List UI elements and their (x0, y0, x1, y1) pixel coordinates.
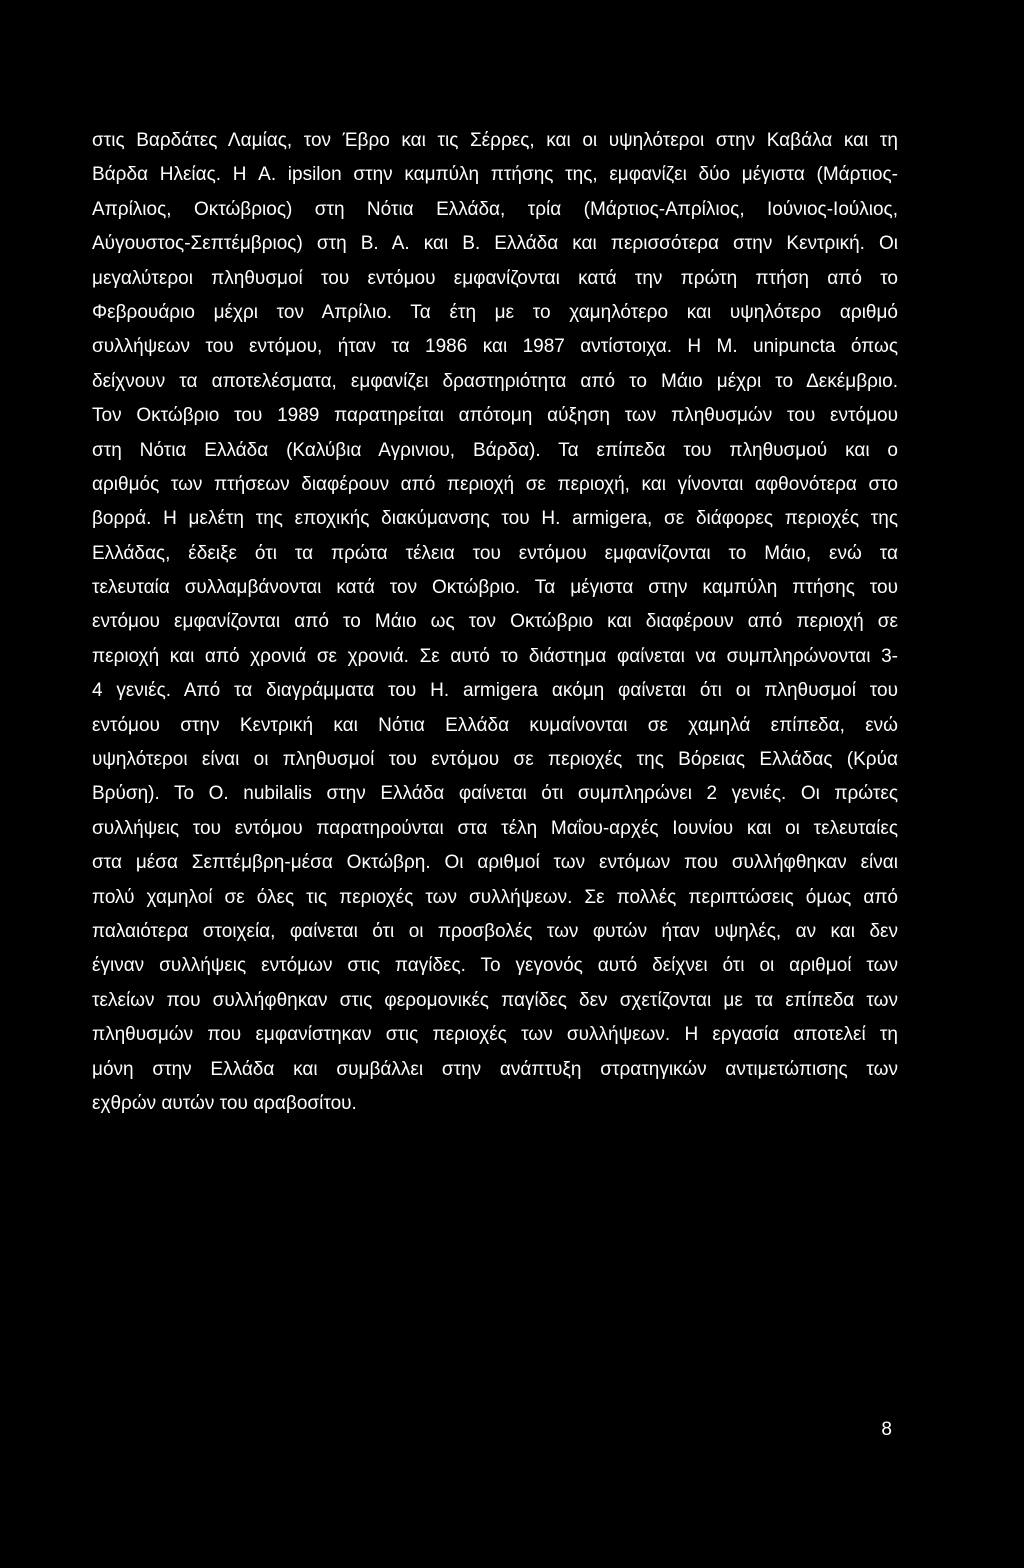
text-line-5: μεγαλύτεροι πληθυσμοί του εντόμου εμφανίζονται κατά την πρώτη πτήση από το (92, 267, 898, 289)
text-line-25: έγιναν συλλήψεις εντόμων στις παγίδες. Το γεγονός αυτό δείχνει ότι οι αριθμοί των (92, 955, 898, 977)
text-line-23: πολύ χαμηλοί σε όλες τις περιοχές των συλλήψεων. Σε πολλές περιπτώσεις όμως από (92, 886, 898, 908)
text-line-22: στα μέσα Σεπτέμβρη-μέσα Οκτώβρη. Οι αριθμοί των εντόμων που συλλήφθηκαν είναι (92, 852, 898, 874)
text-line-9: Τον Οκτώβριο του 1989 παρατηρείται απότομη αύξηση των πληθυσμών του εντόμου (92, 405, 898, 427)
text-line-10: στη Νότια Ελλάδα (Καλύβια Αγρινιου, Βάρδα). Τα επίπεδα του πληθυσμού και ο (92, 439, 898, 461)
text-line-28: μόνη στην Ελλάδα και συμβάλλει στην ανάπτυξη στρατηγικών αντιμετώπισης των (92, 1058, 898, 1080)
text-line-8: δείχνουν τα αποτελέσματα, εμφανίζει δραστηριότητα από το Μάιο μέχρι το Δεκέμβριο. (92, 370, 898, 392)
text-line-26: τελείων που συλλήφθηκαν στις φερομονικές παγίδες δεν σχετίζονται με τα επίπεδα των (92, 989, 898, 1011)
text-line-1: στις Βαρδάτες Λαμίας, τον Έβρο και τις Σέρρες, και οι υψηλότεροι στην Καβάλα και τη (92, 130, 898, 151)
page-number: 8 (881, 1419, 892, 1440)
text-line-21: συλλήψεις του εντόμου παρατηρούνται στα τέλη Μαΐου-αρχές Ιουνίου και οι τελευταίες (92, 817, 898, 839)
text-line-3: Απρίλιος, Οκτώβριος) στη Νότια Ελλάδα, τρία (Μάρτιος-Απρίλιος, Ιούνιος-Ιούλιος, (92, 198, 898, 220)
text-line-19: υψηλότεροι είναι οι πληθυσμοί του εντόμου σε περιοχές της Βόρειας Ελλάδας (Κρύα (92, 749, 898, 771)
text-line-2: Βάρδα Ηλείας. Η A. ipsilon στην καμπύλη πτήσης της, εμφανίζει δύο μέγιστα (Μάρτιος- (92, 164, 898, 186)
body-text (92, 124, 898, 1121)
text-line-27: πληθυσμών που εμφανίστηκαν στις περιοχές των συλλήψεων. Η εργασία αποτελεί τη (92, 1024, 898, 1046)
text-line-18: εντόμου στην Κεντρική και Νότια Ελλάδα κυμαίνονται σε χαμηλά επίπεδα, ενώ (92, 714, 898, 736)
text-line-13: Ελλάδας, έδειξε ότι τα πρώτα τέλεια του εντόμου εμφανίζονται το Μάιο, ενώ τα (92, 542, 898, 564)
text-line-15: εντόμου εμφανίζονται από το Μάιο ως τον Οκτώβριο και διαφέρουν από περιοχή σε (92, 611, 898, 633)
text-line-12: βορρά. Η μελέτη της εποχικής διακύμανσης του H. armigera, σε διάφορες περιοχές της (92, 508, 898, 530)
text-line-4: Αύγουστος-Σεπτέμβριος) στη Β. Α. και Β. Ελλάδα και περισσότερα στην Κεντρική. Οι (92, 233, 898, 255)
text-line-6: Φεβρουάριο μέχρι τον Απρίλιο. Τα έτη με το χαμηλότερο και υψηλότερο αριθμό (92, 301, 898, 323)
text-line-17: 4 γενιές. Από τα διαγράμματα του H. armigera ακόμη φαίνεται ότι οι πληθυσμοί του (92, 680, 898, 702)
text-line-7: συλλήψεων του εντόμου, ήταν τα 1986 και 1987 αντίστοιχα. Η M. unipuncta όπως (92, 336, 898, 358)
text-line-29: εχθρών αυτών του αραβοσίτου. (92, 1092, 357, 1114)
text-line-16: περιοχή και από χρονιά σε χρονιά. Σε αυτό το διάστημα φαίνεται να συμπληρώνονται 3- (92, 645, 898, 667)
text-line-20: Βρύση). Το O. nubilalis στην Ελλάδα φαίνεται ότι συμπληρώνει 2 γενιές. Οι πρώτες (92, 783, 898, 805)
text-line-14: τελευταία συλλαμβάνονται κατά τον Οκτώβριο. Τα μέγιστα στην καμπύλη πτήσης του (92, 577, 898, 599)
text-line-24: παλαιότερα στοιχεία, φαίνεται ότι οι προσβολές των φυτών ήταν υψηλές, αν και δεν (92, 920, 898, 942)
text-line-11: αριθμός των πτήσεων διαφέρουν από περιοχή σε περιοχή, και γίνονται αφθονότερα στο (92, 473, 898, 495)
